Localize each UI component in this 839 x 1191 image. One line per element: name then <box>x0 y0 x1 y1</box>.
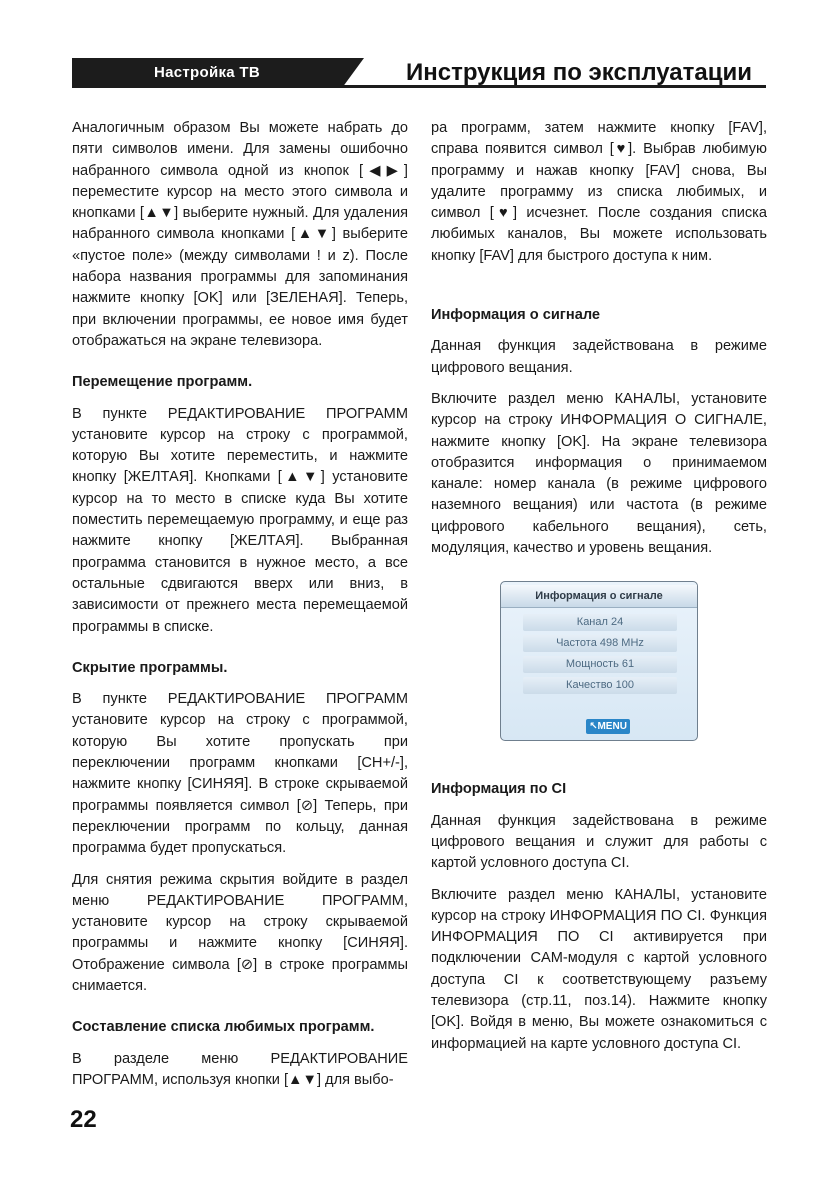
page-number: 22 <box>70 1106 97 1133</box>
heading-signal-info: Информация о сигнале <box>431 307 601 324</box>
heading-move-programs: Перемещение программ. <box>72 374 253 391</box>
paragraph-move-programs: В пункте РЕДАКТИРОВАНИЕ ПРОГРАММ установите курсор на строку с программой, которую Вы хотите переместить, и нажмите кнопку [ЖЕЛТАЯ]. Кнопками [▲▼] установите курсор на то место в списке куда Вы хотите поместить перемещаемую программу, и еще раз нажмите кнопку [ЖЕЛТАЯ]. Выбранная программа становится в нужное место, а все остальные сдвигаются вверх или вниз, в зависимости от прежнего места перемещаемой программы в списке. <box>72 405 408 635</box>
paragraph-ci-mode: Данная функция задействована в режиме цифрового вещания и служит для работы с картой условного доступа CI. <box>431 812 767 872</box>
frequency-row: Частота 498 MHz <box>523 635 677 652</box>
paragraph-hide-program: В пункте РЕДАКТИРОВАНИЕ ПРОГРАММ установите курсор на строку с программой, которую Вы хотите пропускать при переключении программ кнопками [CH+/-], нажмите кнопку [СИНЯЯ]. В строке скрываемой программы появляется символ [⊘] Теперь, при переключении программ по кольцу, данная программа будет пропускаться. <box>72 691 408 857</box>
menu-button: ↖MENU <box>586 719 630 734</box>
paragraph-ci-instructions: Включите раздел меню КАНАЛЫ, установите курсор на строку ИНФОРМАЦИЯ ПО CI. Функция ИНФОРМАЦИЯ ПО CI активируется при подключении CAM-модуля с картой условного доступа CI к соответствующему разъему телевизора (стр.11, поз.14). Нажмите кнопку [OK]. Войдя в меню, Вы можете ознакомиться с информацией на карте условного доступа CI. <box>431 886 767 1052</box>
heading-hide-program: Скрытие программы. <box>72 659 228 676</box>
section-label: Настройка ТВ <box>153 64 261 81</box>
signal-info-screen <box>500 581 698 741</box>
strength-row: Мощность 61 <box>523 656 677 673</box>
page-header <box>72 58 766 88</box>
left-column <box>72 118 408 1091</box>
paragraph-signal-mode: Данная функция задействована в режиме цифрового вещания. <box>431 338 767 376</box>
paragraph-signal-instructions: Включите раздел меню КАНАЛЫ, установите курсор на строку ИНФОРМАЦИЯ О СИГНАЛЕ, нажмите кнопку [OK]. На экране телевизора отобразится информация о принимаемом канале: номер канала (в режиме цифрового наземного вещания) или частота (в режиме цифрового кабельного вещания), сеть, модуляция, качество и уровень вещания. <box>431 390 767 557</box>
back-arrow-icon: ↖ <box>589 721 598 733</box>
paragraph-name-entry: Аналогичным образом Вы можете набрать до пяти символов имени. Для замены ошибочно набранного символа одной из кнопок [◀▶] переместите курсор на место этого символа и кнопками [▲▼] выберите нужный. Для удаления набранного символа кнопками [▲▼] выберите «пустое поле» (между символами ! и z). После набора названия программы для запоминания нажмите кнопку [OK] или [ЗЕЛЕНАЯ]. Теперь, при включении программы, ее новое имя будет отображаться на экране телевизора. <box>72 120 408 349</box>
paragraph-unhide-program: Для снятия режима скрытия войдите в раздел меню РЕДАКТИРОВАНИЕ ПРОГРАММ, установите курсор на строку скрываемой программы и нажмите кнопку [СИНЯЯ]. Отображение символа [⊘] в строке программы снимается. <box>72 871 408 994</box>
document-title: Инструкция по эксплуатации <box>405 59 752 86</box>
heading-favorites: Составление списка любимых программ. <box>72 1019 375 1036</box>
paragraph-favorites-continued: ра программ, затем нажмите кнопку [FAV], справа появится символ [♥]. Выбрав любимую программу и нажав кнопку [FAV] снова, Вы удалите программу из списка любимых, и символ [♥] исчезнет. После создания списка любимых каналов, Вы можете использовать кнопку [FAV] для быстрого доступа к ним. <box>431 120 767 264</box>
heading-ci-info: Информация по CI <box>431 781 567 798</box>
quality-row: Качество 100 <box>523 677 677 694</box>
channel-row: Канал 24 <box>523 614 677 631</box>
right-column <box>431 118 767 1055</box>
paragraph-favorites: В разделе меню РЕДАКТИРОВАНИЕ ПРОГРАММ, используя кнопки [▲▼] для выбо- <box>72 1050 408 1088</box>
screen-title: Информация о сигнале <box>501 585 697 608</box>
